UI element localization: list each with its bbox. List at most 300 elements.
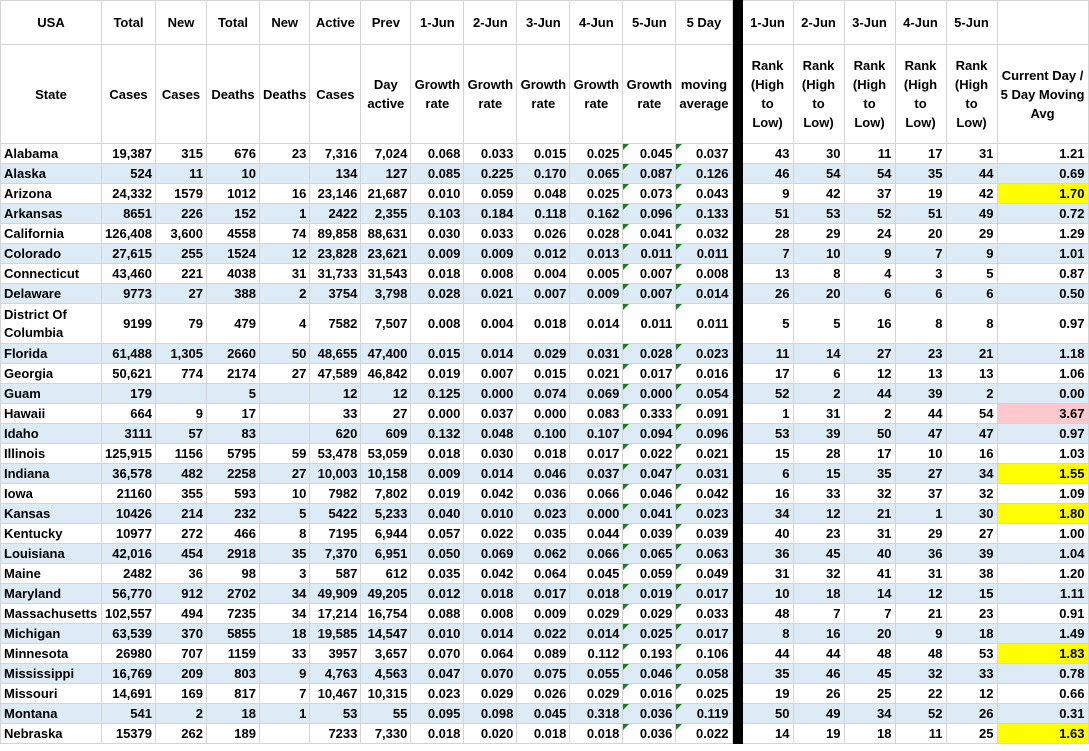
- state-name-cell[interactable]: Colorado: [1, 244, 102, 264]
- data-cell[interactable]: 21: [946, 344, 997, 364]
- data-cell[interactable]: 541: [102, 704, 156, 724]
- data-cell[interactable]: 89,858: [310, 224, 361, 244]
- data-cell[interactable]: 0.069: [570, 384, 623, 404]
- data-cell[interactable]: 10426: [102, 504, 156, 524]
- data-cell[interactable]: 31: [946, 144, 997, 164]
- data-cell[interactable]: 0.132: [411, 424, 464, 444]
- data-cell[interactable]: 1: [895, 504, 946, 524]
- data-cell[interactable]: 46: [742, 164, 793, 184]
- data-cell[interactable]: 17: [742, 364, 793, 384]
- data-cell[interactable]: 21160: [102, 484, 156, 504]
- data-cell[interactable]: 0.318: [570, 704, 623, 724]
- data-cell[interactable]: 0.065: [623, 544, 676, 564]
- data-cell[interactable]: 41: [844, 564, 895, 584]
- data-cell[interactable]: 593: [207, 484, 260, 504]
- data-cell[interactable]: 0.021: [676, 444, 732, 464]
- data-cell[interactable]: 7,802: [361, 484, 411, 504]
- data-cell[interactable]: 51: [895, 204, 946, 224]
- data-cell[interactable]: 482: [156, 464, 207, 484]
- data-cell[interactable]: 4: [844, 264, 895, 284]
- data-cell[interactable]: 40: [742, 524, 793, 544]
- data-cell[interactable]: [260, 384, 310, 404]
- data-cell[interactable]: 2: [156, 704, 207, 724]
- data-cell[interactable]: 19: [793, 724, 844, 744]
- data-cell[interactable]: 0.018: [570, 724, 623, 744]
- data-cell[interactable]: 5: [946, 264, 997, 284]
- data-cell[interactable]: 0.070: [411, 644, 464, 664]
- data-cell[interactable]: 0.029: [517, 344, 570, 364]
- data-cell[interactable]: 0.032: [676, 224, 732, 244]
- data-cell[interactable]: 0.023: [676, 344, 732, 364]
- data-cell[interactable]: 6: [793, 364, 844, 384]
- data-cell[interactable]: 664: [102, 404, 156, 424]
- state-name-cell[interactable]: Connecticut: [1, 264, 102, 284]
- data-cell[interactable]: 50,621: [102, 364, 156, 384]
- data-cell[interactable]: 44: [946, 164, 997, 184]
- data-cell[interactable]: 52: [844, 204, 895, 224]
- data-cell[interactable]: 15: [793, 464, 844, 484]
- data-cell[interactable]: 0.50: [997, 284, 1088, 304]
- data-cell[interactable]: 0.031: [676, 464, 732, 484]
- data-cell[interactable]: 1.63: [997, 724, 1088, 744]
- data-cell[interactable]: 42: [793, 184, 844, 204]
- data-cell[interactable]: 11: [895, 724, 946, 744]
- data-cell[interactable]: 0.036: [623, 704, 676, 724]
- data-cell[interactable]: 0.039: [676, 524, 732, 544]
- data-cell[interactable]: 1.00: [997, 524, 1088, 544]
- data-cell[interactable]: 33: [793, 484, 844, 504]
- data-cell[interactable]: 14,691: [102, 684, 156, 704]
- data-cell[interactable]: 88,631: [361, 224, 411, 244]
- data-cell[interactable]: 4: [260, 304, 310, 344]
- data-cell[interactable]: 28: [742, 224, 793, 244]
- data-cell[interactable]: 4,763: [310, 664, 361, 684]
- data-cell[interactable]: 36,578: [102, 464, 156, 484]
- data-cell[interactable]: 10,467: [310, 684, 361, 704]
- data-cell[interactable]: 7235: [207, 604, 260, 624]
- data-cell[interactable]: 232: [207, 504, 260, 524]
- state-name-cell[interactable]: Idaho: [1, 424, 102, 444]
- data-cell[interactable]: 0.026: [517, 224, 570, 244]
- data-cell[interactable]: 32: [946, 484, 997, 504]
- data-cell[interactable]: 34: [742, 504, 793, 524]
- data-cell[interactable]: 0.044: [570, 524, 623, 544]
- data-cell[interactable]: 16: [742, 484, 793, 504]
- data-cell[interactable]: 0.037: [570, 464, 623, 484]
- data-cell[interactable]: 1.06: [997, 364, 1088, 384]
- data-cell[interactable]: 0.000: [623, 384, 676, 404]
- data-cell[interactable]: 0.008: [464, 264, 517, 284]
- data-cell[interactable]: 0.97: [997, 424, 1088, 444]
- data-cell[interactable]: 0.011: [623, 244, 676, 264]
- data-cell[interactable]: 15379: [102, 724, 156, 744]
- data-cell[interactable]: 6: [946, 284, 997, 304]
- data-cell[interactable]: 29: [793, 224, 844, 244]
- data-cell[interactable]: 27: [844, 344, 895, 364]
- data-cell[interactable]: 0.014: [570, 624, 623, 644]
- data-cell[interactable]: 9773: [102, 284, 156, 304]
- data-cell[interactable]: 0.193: [623, 644, 676, 664]
- data-cell[interactable]: 0.045: [623, 144, 676, 164]
- data-cell[interactable]: 42: [946, 184, 997, 204]
- data-cell[interactable]: 8651: [102, 204, 156, 224]
- data-cell[interactable]: 7582: [310, 304, 361, 344]
- data-cell[interactable]: 36: [156, 564, 207, 584]
- data-cell[interactable]: 1.09: [997, 484, 1088, 504]
- data-cell[interactable]: 35: [895, 164, 946, 184]
- state-name-cell[interactable]: Georgia: [1, 364, 102, 384]
- data-cell[interactable]: 0.009: [517, 604, 570, 624]
- data-cell[interactable]: 25: [946, 724, 997, 744]
- data-cell[interactable]: 0.010: [411, 624, 464, 644]
- data-cell[interactable]: 49: [793, 704, 844, 724]
- data-cell[interactable]: 25: [844, 684, 895, 704]
- data-cell[interactable]: 18: [207, 704, 260, 724]
- data-cell[interactable]: 466: [207, 524, 260, 544]
- data-cell[interactable]: 54: [946, 404, 997, 424]
- data-cell[interactable]: 53: [793, 204, 844, 224]
- data-cell[interactable]: 2174: [207, 364, 260, 384]
- data-cell[interactable]: 0.095: [411, 704, 464, 724]
- data-cell[interactable]: 5: [207, 384, 260, 404]
- data-cell[interactable]: 1.55: [997, 464, 1088, 484]
- data-cell[interactable]: 31: [793, 404, 844, 424]
- data-cell[interactable]: 7,507: [361, 304, 411, 344]
- data-cell[interactable]: 8: [793, 264, 844, 284]
- state-name-cell[interactable]: Michigan: [1, 624, 102, 644]
- data-cell[interactable]: 0.112: [570, 644, 623, 664]
- data-cell[interactable]: 676: [207, 144, 260, 164]
- data-cell[interactable]: 0.016: [623, 684, 676, 704]
- data-cell[interactable]: 0.029: [464, 684, 517, 704]
- data-cell[interactable]: 18: [793, 584, 844, 604]
- data-cell[interactable]: 0.017: [676, 584, 732, 604]
- data-cell[interactable]: 8: [946, 304, 997, 344]
- data-cell[interactable]: 7195: [310, 524, 361, 544]
- data-cell[interactable]: 46,842: [361, 364, 411, 384]
- data-cell[interactable]: 0.014: [676, 284, 732, 304]
- data-cell[interactable]: 1159: [207, 644, 260, 664]
- data-cell[interactable]: 23: [260, 144, 310, 164]
- data-cell[interactable]: 1.04: [997, 544, 1088, 564]
- data-cell[interactable]: 44: [793, 644, 844, 664]
- data-cell[interactable]: 1,305: [156, 344, 207, 364]
- data-cell[interactable]: 0.019: [411, 484, 464, 504]
- data-cell[interactable]: 23: [793, 524, 844, 544]
- data-cell[interactable]: 29: [895, 524, 946, 544]
- data-cell[interactable]: 0.028: [411, 284, 464, 304]
- data-cell[interactable]: 0.010: [464, 504, 517, 524]
- data-cell[interactable]: 0.008: [464, 604, 517, 624]
- data-cell[interactable]: 47,589: [310, 364, 361, 384]
- data-cell[interactable]: 0.063: [676, 544, 732, 564]
- data-cell[interactable]: 49,205: [361, 584, 411, 604]
- data-cell[interactable]: 1.80: [997, 504, 1088, 524]
- data-cell[interactable]: 1: [260, 204, 310, 224]
- data-cell[interactable]: 0.096: [676, 424, 732, 444]
- state-name-cell[interactable]: District Of Columbia: [1, 304, 102, 344]
- data-cell[interactable]: 0.014: [464, 624, 517, 644]
- data-cell[interactable]: 255: [156, 244, 207, 264]
- data-cell[interactable]: 0.004: [517, 264, 570, 284]
- data-cell[interactable]: [156, 384, 207, 404]
- data-cell[interactable]: 214: [156, 504, 207, 524]
- data-cell[interactable]: 30: [793, 144, 844, 164]
- data-cell[interactable]: 8: [742, 624, 793, 644]
- data-cell[interactable]: 50: [844, 424, 895, 444]
- data-cell[interactable]: 37: [895, 484, 946, 504]
- data-cell[interactable]: 0.042: [464, 564, 517, 584]
- data-cell[interactable]: 39: [946, 544, 997, 564]
- data-cell[interactable]: 2,355: [361, 204, 411, 224]
- data-cell[interactable]: 0.100: [517, 424, 570, 444]
- data-cell[interactable]: 48: [742, 604, 793, 624]
- data-cell[interactable]: 524: [102, 164, 156, 184]
- data-cell[interactable]: 21,687: [361, 184, 411, 204]
- data-cell[interactable]: 7233: [310, 724, 361, 744]
- data-cell[interactable]: 0.97: [997, 304, 1088, 344]
- data-cell[interactable]: 315: [156, 144, 207, 164]
- data-cell[interactable]: 0.017: [623, 364, 676, 384]
- data-cell[interactable]: 52: [742, 384, 793, 404]
- data-cell[interactable]: 14: [793, 344, 844, 364]
- data-cell[interactable]: 1579: [156, 184, 207, 204]
- data-cell[interactable]: 0.016: [676, 364, 732, 384]
- data-cell[interactable]: 46: [793, 664, 844, 684]
- data-cell[interactable]: 4,563: [361, 664, 411, 684]
- data-cell[interactable]: 18: [260, 624, 310, 644]
- data-cell[interactable]: 494: [156, 604, 207, 624]
- data-cell[interactable]: 11: [156, 164, 207, 184]
- data-cell[interactable]: 0.000: [464, 384, 517, 404]
- data-cell[interactable]: 5: [793, 304, 844, 344]
- data-cell[interactable]: 47,400: [361, 344, 411, 364]
- data-cell[interactable]: 707: [156, 644, 207, 664]
- data-cell[interactable]: 18: [946, 624, 997, 644]
- data-cell[interactable]: 1524: [207, 244, 260, 264]
- data-cell[interactable]: 8: [260, 524, 310, 544]
- data-cell[interactable]: 0.106: [676, 644, 732, 664]
- data-cell[interactable]: 3,657: [361, 644, 411, 664]
- data-cell[interactable]: 0.046: [623, 484, 676, 504]
- data-cell[interactable]: 0.119: [676, 704, 732, 724]
- data-cell[interactable]: 1.03: [997, 444, 1088, 464]
- data-cell[interactable]: 0.028: [570, 224, 623, 244]
- data-cell[interactable]: 0.00: [997, 384, 1088, 404]
- data-cell[interactable]: 0.162: [570, 204, 623, 224]
- data-cell[interactable]: 12: [844, 364, 895, 384]
- data-cell[interactable]: 6,944: [361, 524, 411, 544]
- data-cell[interactable]: 26: [946, 704, 997, 724]
- data-cell[interactable]: 0.094: [623, 424, 676, 444]
- data-cell[interactable]: 34: [844, 704, 895, 724]
- data-cell[interactable]: 0.022: [517, 624, 570, 644]
- data-cell[interactable]: 10: [207, 164, 260, 184]
- data-cell[interactable]: 53: [310, 704, 361, 724]
- data-cell[interactable]: 54: [793, 164, 844, 184]
- data-cell[interactable]: 0.008: [676, 264, 732, 284]
- data-cell[interactable]: 0.091: [676, 404, 732, 424]
- data-cell[interactable]: 51: [742, 204, 793, 224]
- data-cell[interactable]: 1156: [156, 444, 207, 464]
- data-cell[interactable]: 3,600: [156, 224, 207, 244]
- data-cell[interactable]: 29: [946, 224, 997, 244]
- data-cell[interactable]: 10: [742, 584, 793, 604]
- state-name-cell[interactable]: Alabama: [1, 144, 102, 164]
- data-cell[interactable]: 388: [207, 284, 260, 304]
- data-cell[interactable]: 0.070: [464, 664, 517, 684]
- data-cell[interactable]: 27: [946, 524, 997, 544]
- data-cell[interactable]: 0.014: [464, 464, 517, 484]
- state-name-cell[interactable]: Arizona: [1, 184, 102, 204]
- data-cell[interactable]: 0.023: [411, 684, 464, 704]
- data-cell[interactable]: 0.035: [517, 524, 570, 544]
- data-cell[interactable]: 0.017: [517, 584, 570, 604]
- data-cell[interactable]: 43: [742, 144, 793, 164]
- data-cell[interactable]: 0.007: [623, 284, 676, 304]
- data-cell[interactable]: 0.036: [623, 724, 676, 744]
- data-cell[interactable]: 0.018: [517, 724, 570, 744]
- data-cell[interactable]: 0.045: [517, 704, 570, 724]
- state-name-cell[interactable]: Delaware: [1, 284, 102, 304]
- data-cell[interactable]: 9: [895, 624, 946, 644]
- data-cell[interactable]: 774: [156, 364, 207, 384]
- data-cell[interactable]: 59: [260, 444, 310, 464]
- data-cell[interactable]: 0.014: [464, 344, 517, 364]
- data-cell[interactable]: 0.066: [570, 484, 623, 504]
- data-cell[interactable]: 0.019: [623, 584, 676, 604]
- data-cell[interactable]: 0.045: [570, 564, 623, 584]
- data-cell[interactable]: 30: [946, 504, 997, 524]
- data-cell[interactable]: 0.021: [464, 284, 517, 304]
- data-cell[interactable]: 0.013: [570, 244, 623, 264]
- data-cell[interactable]: 0.018: [411, 264, 464, 284]
- data-cell[interactable]: 36: [895, 544, 946, 564]
- data-cell[interactable]: 2660: [207, 344, 260, 364]
- data-cell[interactable]: [260, 424, 310, 444]
- data-cell[interactable]: 0.025: [676, 684, 732, 704]
- data-cell[interactable]: 34: [260, 584, 310, 604]
- data-cell[interactable]: 7,316: [310, 144, 361, 164]
- data-cell[interactable]: 125,915: [102, 444, 156, 464]
- data-cell[interactable]: 27: [156, 284, 207, 304]
- data-cell[interactable]: 2: [793, 384, 844, 404]
- data-cell[interactable]: 5855: [207, 624, 260, 644]
- data-cell[interactable]: 0.005: [570, 264, 623, 284]
- data-cell[interactable]: 74: [260, 224, 310, 244]
- data-cell[interactable]: 21: [844, 504, 895, 524]
- data-cell[interactable]: 0.050: [411, 544, 464, 564]
- data-cell[interactable]: 0.333: [623, 404, 676, 424]
- data-cell[interactable]: 49,909: [310, 584, 361, 604]
- data-cell[interactable]: 0.78: [997, 664, 1088, 684]
- data-cell[interactable]: 0.000: [517, 404, 570, 424]
- data-cell[interactable]: 17: [895, 144, 946, 164]
- data-cell[interactable]: 33: [260, 644, 310, 664]
- data-cell[interactable]: 0.87: [997, 264, 1088, 284]
- data-cell[interactable]: 0.103: [411, 204, 464, 224]
- data-cell[interactable]: 0.018: [517, 304, 570, 344]
- data-cell[interactable]: 7,370: [310, 544, 361, 564]
- data-cell[interactable]: 0.91: [997, 604, 1088, 624]
- data-cell[interactable]: 53: [946, 644, 997, 664]
- data-cell[interactable]: 0.126: [676, 164, 732, 184]
- data-cell[interactable]: 0.72: [997, 204, 1088, 224]
- data-cell[interactable]: 0.69: [997, 164, 1088, 184]
- data-cell[interactable]: 10,158: [361, 464, 411, 484]
- data-cell[interactable]: 0.107: [570, 424, 623, 444]
- data-cell[interactable]: 0.087: [623, 164, 676, 184]
- data-cell[interactable]: 10: [895, 444, 946, 464]
- data-cell[interactable]: 0.023: [517, 504, 570, 524]
- data-cell[interactable]: 0.025: [570, 184, 623, 204]
- data-cell[interactable]: 38: [946, 564, 997, 584]
- data-cell[interactable]: 0.018: [411, 444, 464, 464]
- data-cell[interactable]: 609: [361, 424, 411, 444]
- data-cell[interactable]: 189: [207, 724, 260, 744]
- data-cell[interactable]: 0.055: [570, 664, 623, 684]
- data-cell[interactable]: 1.11: [997, 584, 1088, 604]
- state-name-cell[interactable]: Maine: [1, 564, 102, 584]
- data-cell[interactable]: 5422: [310, 504, 361, 524]
- data-cell[interactable]: 45: [844, 664, 895, 684]
- data-cell[interactable]: 0.025: [623, 624, 676, 644]
- data-cell[interactable]: 0.033: [464, 224, 517, 244]
- data-cell[interactable]: 127: [361, 164, 411, 184]
- data-cell[interactable]: 24,332: [102, 184, 156, 204]
- state-name-cell[interactable]: Minnesota: [1, 644, 102, 664]
- data-cell[interactable]: 33: [310, 404, 361, 424]
- data-cell[interactable]: 0.029: [623, 604, 676, 624]
- data-cell[interactable]: 83: [207, 424, 260, 444]
- data-cell[interactable]: 15: [946, 584, 997, 604]
- state-name-cell[interactable]: Guam: [1, 384, 102, 404]
- data-cell[interactable]: 0.030: [464, 444, 517, 464]
- data-cell[interactable]: 33: [946, 664, 997, 684]
- data-cell[interactable]: 44: [844, 384, 895, 404]
- data-cell[interactable]: 23: [895, 344, 946, 364]
- data-cell[interactable]: 0.064: [464, 644, 517, 664]
- data-cell[interactable]: 10: [793, 244, 844, 264]
- data-cell[interactable]: 1.20: [997, 564, 1088, 584]
- data-cell[interactable]: 0.028: [623, 344, 676, 364]
- state-name-cell[interactable]: Florida: [1, 344, 102, 364]
- data-cell[interactable]: 12: [361, 384, 411, 404]
- data-cell[interactable]: 31,733: [310, 264, 361, 284]
- data-cell[interactable]: 0.047: [411, 664, 464, 684]
- data-cell[interactable]: 31: [742, 564, 793, 584]
- data-cell[interactable]: 9: [260, 664, 310, 684]
- data-cell[interactable]: 39: [793, 424, 844, 444]
- data-cell[interactable]: 61,488: [102, 344, 156, 364]
- data-cell[interactable]: 40: [844, 544, 895, 564]
- data-cell[interactable]: 48,655: [310, 344, 361, 364]
- data-cell[interactable]: 23,621: [361, 244, 411, 264]
- data-cell[interactable]: [260, 724, 310, 744]
- data-cell[interactable]: 28: [793, 444, 844, 464]
- data-cell[interactable]: 39: [895, 384, 946, 404]
- data-cell[interactable]: 1.21: [997, 144, 1088, 164]
- data-cell[interactable]: 0.033: [464, 144, 517, 164]
- data-cell[interactable]: 16: [260, 184, 310, 204]
- data-cell[interactable]: 3111: [102, 424, 156, 444]
- data-cell[interactable]: 48: [895, 644, 946, 664]
- data-cell[interactable]: 32: [844, 484, 895, 504]
- data-cell[interactable]: 3: [895, 264, 946, 284]
- data-cell[interactable]: 102,557: [102, 604, 156, 624]
- data-cell[interactable]: 9: [844, 244, 895, 264]
- data-cell[interactable]: 16,769: [102, 664, 156, 684]
